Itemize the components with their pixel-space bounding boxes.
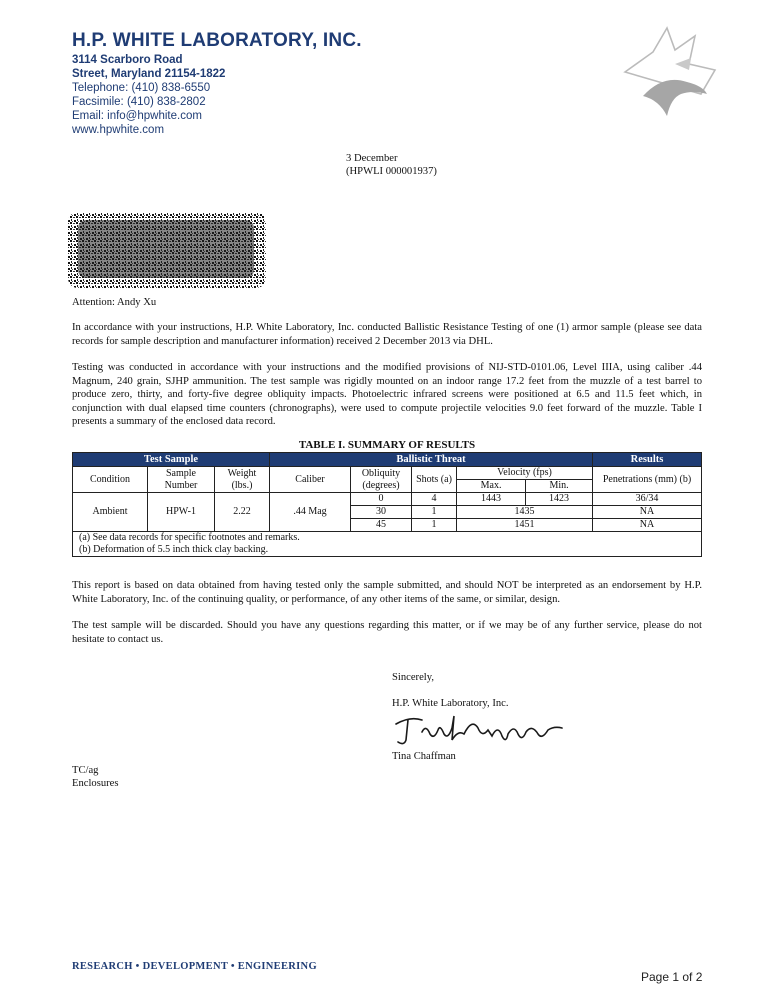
cell-obliquity: 30	[351, 506, 412, 519]
redacted-address-block	[64, 210, 270, 290]
company-logo-icon	[615, 24, 725, 119]
results-table	[72, 452, 702, 557]
header-obliquity: Obliquity (degrees)	[351, 467, 412, 493]
cell-penetrations: 36/34	[593, 493, 702, 506]
cell-velocity: 1435	[457, 506, 593, 519]
table-title: TABLE I. SUMMARY OF RESULTS	[298, 439, 476, 451]
page-number: Page 1 of 2	[641, 970, 703, 984]
address-line-1: 3114 Scarboro Road	[72, 54, 183, 66]
cell-penetrations: NA	[593, 519, 702, 532]
attention-line: Attention: Andy Xu	[72, 297, 157, 308]
cell-sample-number: HPW-1	[148, 493, 215, 532]
signature-image	[392, 710, 567, 750]
footer-tagline: RESEARCH • DEVELOPMENT • ENGINEERING	[72, 961, 317, 972]
telephone: Telephone: (410) 838-6550	[72, 82, 211, 94]
letter-date: 3 December	[346, 153, 398, 164]
header-condition: Condition	[73, 467, 148, 493]
header-caliber: Caliber	[270, 467, 351, 493]
header-velocity-min: Min.	[526, 480, 593, 493]
cell-shots: 4	[412, 493, 457, 506]
facsimile: Facsimile: (410) 838-2802	[72, 96, 206, 108]
address-line-2: Street, Maryland 21154-1822	[72, 68, 226, 80]
header-penetrations: Penetrations (mm) (b)	[593, 467, 702, 493]
company-name: H.P. WHITE LABORATORY, INC.	[72, 30, 362, 51]
closing-organization: H.P. White Laboratory, Inc.	[392, 698, 509, 709]
cell-velocity-max: 1443	[457, 493, 526, 506]
group-results: Results	[593, 453, 702, 467]
closing-sincerely: Sincerely,	[392, 672, 434, 683]
cell-penetrations: NA	[593, 506, 702, 519]
paragraph-testing: Testing was conducted in accordance with your instructions and the modified provisions of NIJ-STD-0101.06, Level IIIA, using caliber .44 Magnum, 240 grain, SJHP ammunition. The test sample was rigidly mounted on an indoor range 17.2 feet from the muzzle of a test barrel to produce zero, thirty, and forty-five degree obliquity impacts. Photoelectric infrared screens were positioned at 6.5 and 11.5 feet which, in conjunction with dual elapsed time counters (chronographs), were used to compute projectile velocities 9.0 feet forward of the muzzle. Table I presents a summary of the enclosed data record.	[72, 362, 702, 427]
paragraph-intro: In accordance with your instructions, H.P. White Laboratory, Inc. conducted Ballistic Resistance Testing of one (1) armor sample (please see data records for sample description and manufacturer information) received 2 December 2013 via DHL.	[72, 322, 702, 347]
header-sample-number: Sample Number	[148, 467, 215, 493]
email: Email: info@hpwhite.com	[72, 110, 202, 122]
cell-obliquity: 0	[351, 493, 412, 506]
paragraph-closing: The test sample will be discarded. Should you have any questions regarding this matter, or if we may be of any further service, please do not hesitate to contact us.	[72, 620, 702, 645]
header-shots: Shots (a)	[412, 467, 457, 493]
cell-velocity: 1451	[457, 519, 593, 532]
cell-condition: Ambient	[73, 493, 148, 532]
cell-obliquity: 45	[351, 519, 412, 532]
cell-velocity-min: 1423	[526, 493, 593, 506]
reference-number: (HPWLI 000001937)	[346, 166, 437, 177]
cell-shots: 1	[412, 506, 457, 519]
website: www.hpwhite.com	[72, 124, 165, 136]
table-footnote: (b) Deformation of 5.5 inch thick clay backing.	[73, 544, 702, 557]
group-test-sample: Test Sample	[73, 453, 270, 467]
header-weight: Weight (lbs.)	[215, 467, 270, 493]
table-footnote: (a) See data records for specific footnotes and remarks.	[73, 532, 702, 545]
paragraph-disclaimer: This report is based on data obtained from having tested only the sample submitted, and should NOT be interpreted as an endorsement by H.P. White Laboratory, Inc. of the continuing quality, or performance, of any other items of the same, or similar, design.	[72, 580, 702, 605]
cell-weight: 2.22	[215, 493, 270, 532]
cell-caliber: .44 Mag	[270, 493, 351, 532]
typist-initials: TC/ag	[72, 765, 99, 776]
signer-name: Tina Chaffman	[392, 751, 456, 762]
cell-shots: 1	[412, 519, 457, 532]
group-ballistic-threat: Ballistic Threat	[270, 453, 593, 467]
header-velocity: Velocity (fps)	[457, 467, 593, 480]
header-velocity-max: Max.	[457, 480, 526, 493]
enclosures-label: Enclosures	[72, 778, 119, 789]
